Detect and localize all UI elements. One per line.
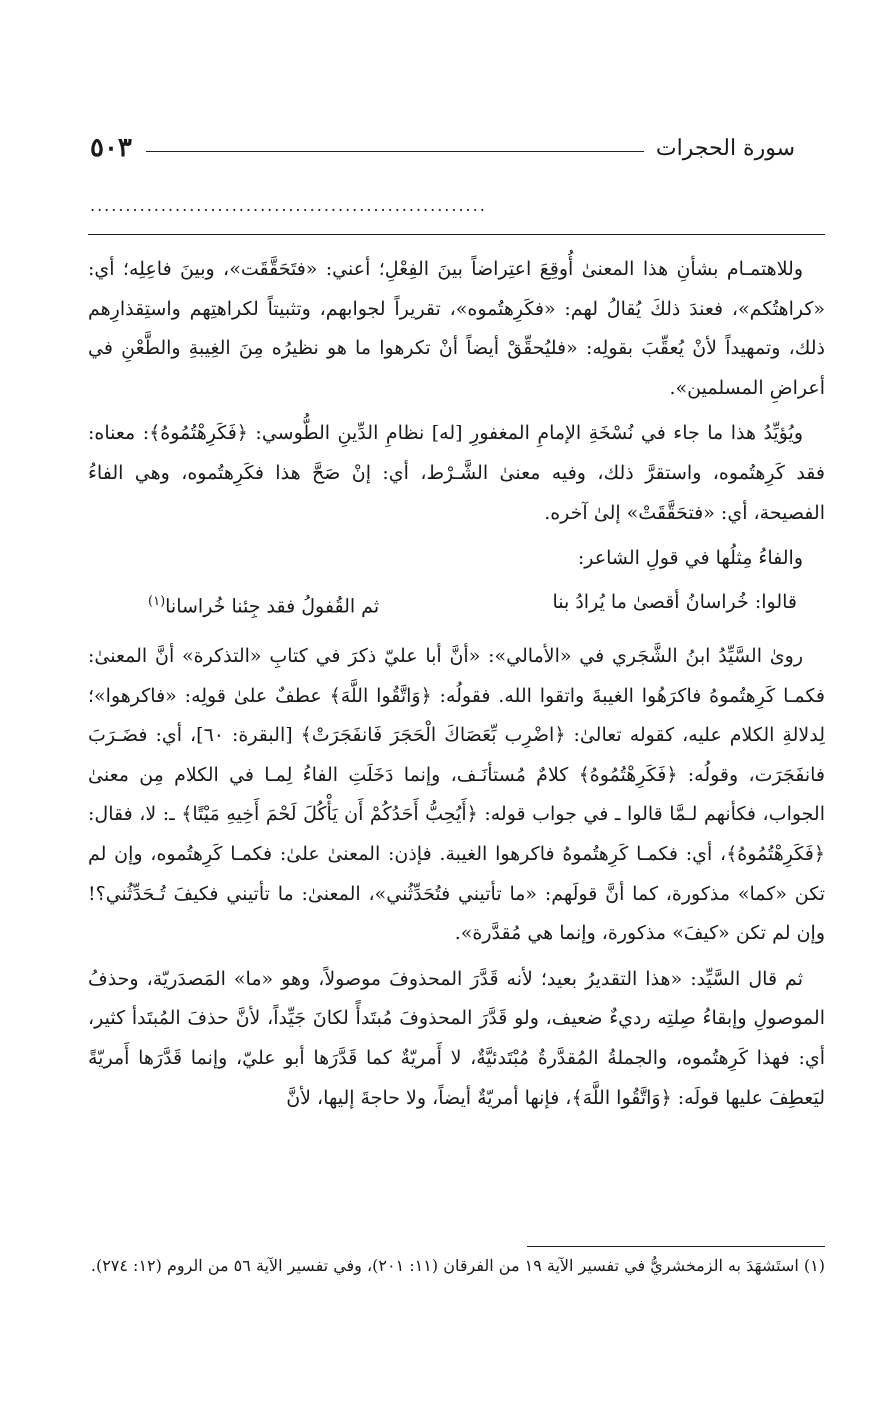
top-divider: [88, 234, 825, 235]
footnote-rule: [527, 1246, 825, 1247]
paragraph: ثم قال السَّيِّد: «هذا التقديرُ بعيد؛ لأنه قَدَّرَ المحذوفَ موصولاً، وهو «ما» المَصدَريّة، وحذفُ الموصولِ وإبقاءُ صِلتِه رديءٌ ضعيف، ولو قَدَّرَ المحذوفَ مُبتَدأً لكانَ جَيِّداً، لأنَّ حذفَ المُبتَدأ كثير، أي: فهذا كَرِهتُموه، والجملةُ المُقدَّرةُ مُبْتَدئيَّةٌ، لا أَمريّةٌ كما قَدَّرَها أبو عليّ، وإنما قَدَّرَها أَمريّةً ليَعطِفَ عليها قولَه: ﴿وَاتَّقُوا اللَّهَ﴾، فإنها أمريّةٌ أيضاً، ولا حاجةَ إليها، لأنَّ: [88, 967, 825, 1109]
page-number: ٥٠٣: [90, 133, 132, 163]
paragraph: ويُؤيِّدُ هذا ما جاء في نُسْخَةِ الإمامِ المغفورِ [له] نظامِ الدِّينِ الطُّوسي: ﴿فَكَرِهْتُمُوهُ﴾: معناه: فقد كَرِهتُموه، واستقرَّ ذلك، وفيه معنىٰ الشَّـرْط، أي: إنْ صَحَّ هذا فكَرِهتُموه، وهي الفاءُ الفصيحة، أي: «فتحَقَّقَتْ» إلىٰ آخره.: [88, 422, 825, 524]
footnote-marker: (١): [148, 593, 166, 609]
paragraph: والفاءُ مِثلُها في قولِ الشاعر:: [577, 547, 803, 570]
running-header: [90, 128, 795, 168]
surah-title: سورة الحجرات: [655, 135, 795, 161]
header-rule: [146, 151, 644, 152]
verse-second-hemistich: ثم القُفولُ فقد جِئنا خُراسانا: [165, 595, 380, 618]
poetry-verse: [88, 583, 825, 625]
verse-second-hemistich-wrap: [148, 583, 379, 625]
paragraph: روىٰ السَّيِّدُ ابنُ الشَّجَري في «الأمالي»: «أنَّ أبا عليّ ذكرَ في كتابِ «التذكرة» أنَّ المعنىٰ: فكمـا كَرِهتُموهُ فاكرَهُوا الغيبةَ واتقوا الله. فقولُه: ﴿وَاتَّقُوا اللَّهَ﴾ عطفٌ علىٰ قولِه: «فاكرهوا»؛ لِدلالةِ الكلام عليه، كقوله تعالىٰ: ﴿اضْرِب بِّعَصَاكَ الْحَجَرَ فَانفَجَرَتْ﴾ [البقرة: ٦٠]، أي: فضَـرَبَ فانفَجَرَت، وقولُه: ﴿فَكَرِهْتُمُوهُ﴾ كلامٌ مُستأنَـف، وإنما دَخَلَتِ الفاءُ لِمـا في الكلام مِن معنىٰ الجواب، فكأنهم لـمَّا قالوا ـ في جواب قوله: ﴿أَيُحِبُّ أَحَدُكُمْ أَن يَأْكُلَ لَحْمَ أَخِيهِ مَيْتًا﴾ ـ: لا، فقال: ﴿فَكَرِهْتُمُوهُ﴾، أي: فكمـا كَرِهتُموهُ فاكرهوا الغيبة. فإذن: المعنىٰ علىٰ: فكمـا كَرِهتُموه، وإن لم تكن «كما» مذكورة، كما أنَّ قولَهم: «ما تأتيني فتُحَدِّثُني»، المعنىٰ: ما تأتيني فكيفَ تُـحَدِّثُني؟! وإن لم تكن «كيفَ» مذكورة، وإنما هي مُقدَّرة».: [88, 645, 826, 945]
dotted-line: ........................................................: [90, 196, 487, 215]
footnote: (١) استَشهَدَ به الزمخشريُّ في تفسير الآية ١٩ من الفرقان (١١: ٢٠١)، وفي تفسير الآية ٥٦ من الروم (١٢: ٢٧٤).: [90, 1256, 825, 1275]
verse-first-hemistich: قالوا: خُراسانُ أقصىٰ ما يُرادُ بنا: [552, 590, 797, 613]
main-text: [88, 250, 825, 1124]
paragraph: وللاهتمـام بشأنِ هذا المعنىٰ أُوقِعَ اعتِراضاً بينَ الفِعْلِ؛ أعني: «فتَحَقَّقَت»، وبينَ فاعِلِه؛ أي: «كراهتُكم»، فعندَ ذلكَ يُقالُ لهم: «فكَرِهتُموه»، تقريراً لجوابهم، وتثبيتاً لكراهتِهم واستِقذارِهم ذلك، وتمهيداً لأنْ يُعقِّبَ بقولِه: «فليُحقِّقْ أيضاً أنْ تكرهوا ما هو نظيرُه مِنَ الغِيبةِ والطَّعْنِ في أعراضِ المسلمين».: [88, 258, 825, 399]
